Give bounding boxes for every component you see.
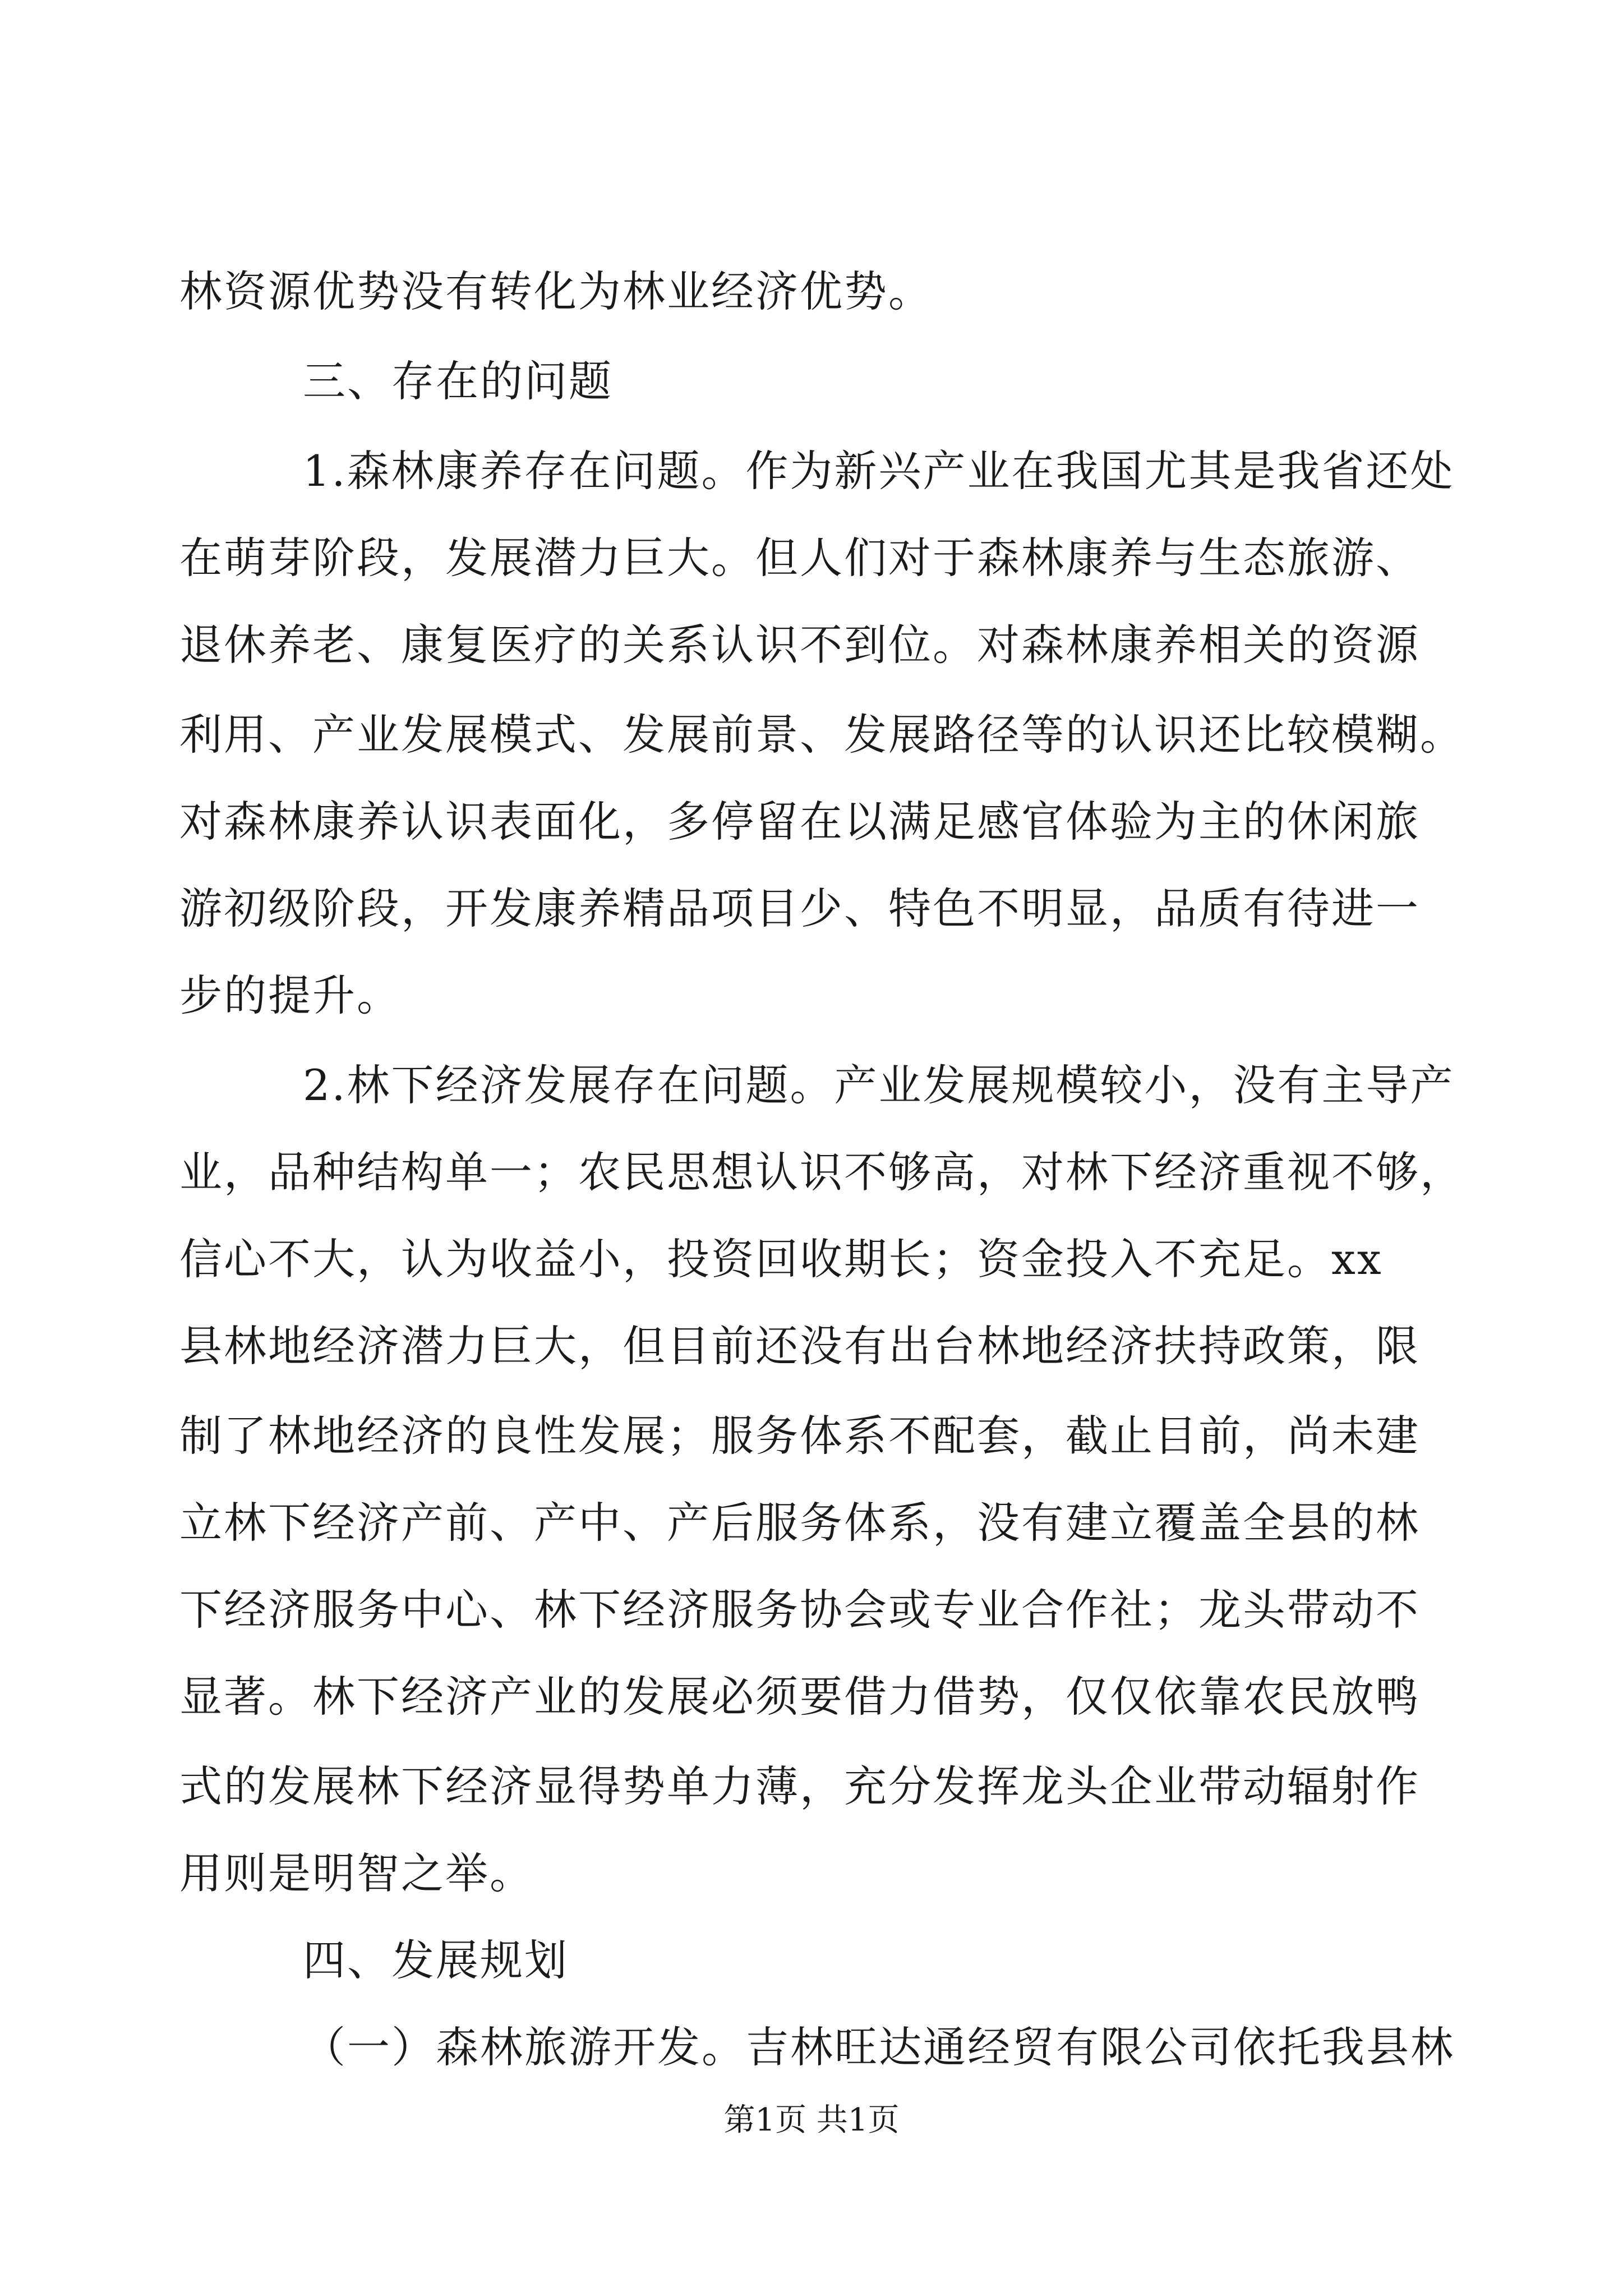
text-line: 县林地经济潜力巨大，但目前还没有出台林地经济扶持政策，限 [179,1321,1420,1371]
text-line: 式的发展林下经济显得势单力薄，充分发挥龙头企业带动辐射作 [179,1761,1420,1811]
text-line: 退休养老、康复医疗的关系认识不到位。对森林康养相关的资源 [179,620,1420,670]
text-line: 1.森林康养存在问题。作为新兴产业在我国尤其是我省还处 [303,446,1455,496]
text-line: 对森林康养认识表面化，多停留在以满足感官体验为主的休闲旅 [179,797,1420,846]
text-line: 信心不大，认为收益小，投资回收期长；资金投入不充足。xx [179,1234,1383,1284]
text-line: 用则是明智之举。 [179,1848,534,1898]
text-line: 林资源优势没有转化为林业经济优势。 [179,266,933,316]
text-line: 步的提升。 [179,970,401,1020]
section-heading: 四、发展规划 [303,1935,569,1985]
text-line: 下经济服务中心、林下经济服务协会或专业合作社；龙头带动不 [179,1585,1420,1635]
text-line: 游初级阶段，开发康养精品项目少、特色不明显，品质有待进一 [179,884,1420,933]
text-line: 业，品种结构单一；农民思想认识不够高，对林下经济重视不够， [179,1147,1464,1197]
text-line: 显著。林下经济产业的发展必须要借力借势，仅仅依靠农民放鸭 [179,1672,1420,1722]
text-line: 制了林地经济的良性发展；服务体系不配套，截止目前，尚未建 [179,1411,1420,1461]
text-line: 利用、产业发展模式、发展前景、发展路径等的认识还比较模糊。 [179,710,1464,760]
text-line: 立林下经济产前、产中、产后服务体系，没有建立覆盖全县的林 [179,1498,1420,1548]
text-line: 2.林下经济发展存在问题。产业发展规模较小，没有主导产 [303,1060,1455,1110]
section-heading: 三、存在的问题 [303,356,613,406]
page-footer: 第1页 共1页 [723,2102,900,2138]
text-line: 在萌芽阶段，发展潜力巨大。但人们对于森林康养与生态旅游、 [179,533,1420,583]
text-line: （一）森林旅游开发。吉林旺达通经贸有限公司依托我县林 [303,2022,1455,2072]
